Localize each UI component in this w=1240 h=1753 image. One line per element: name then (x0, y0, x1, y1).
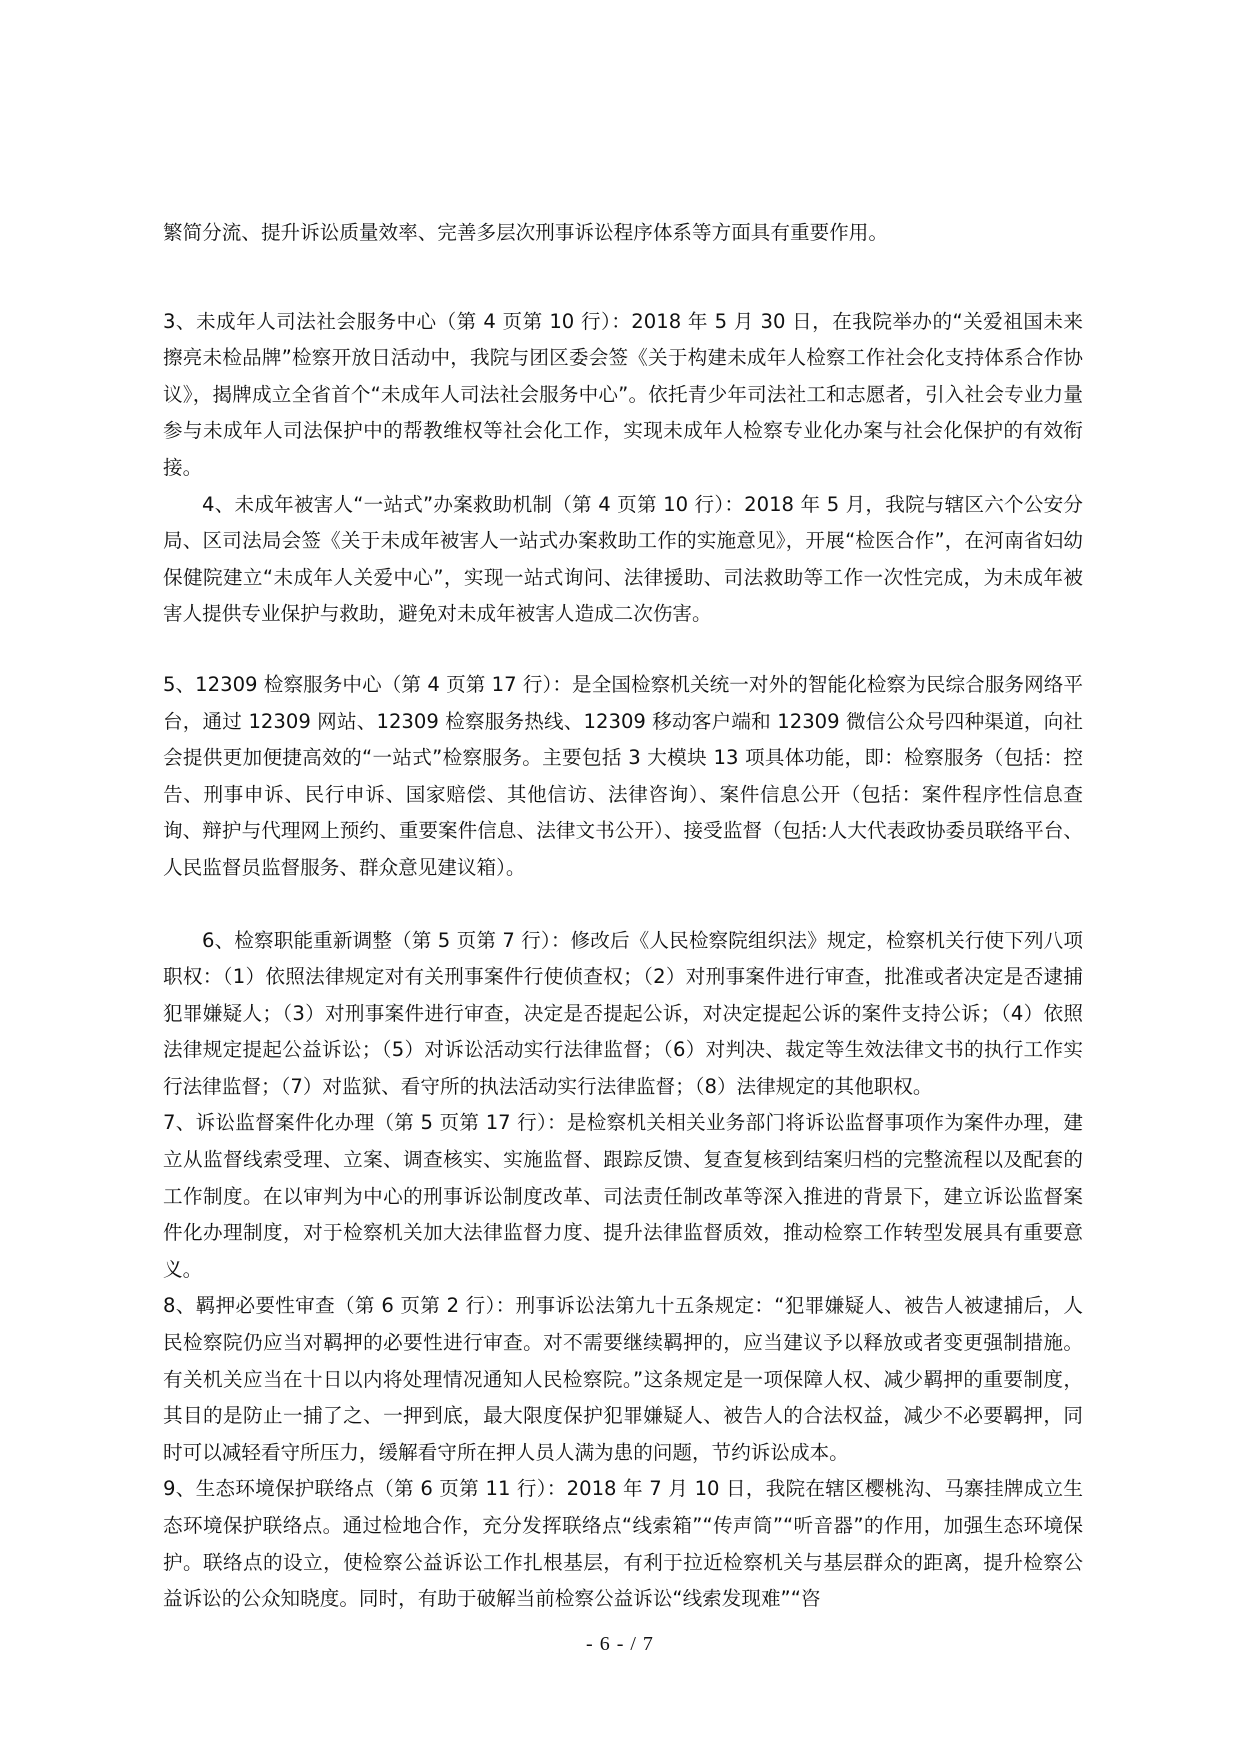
document-body (163, 215, 1083, 1618)
paragraph-item-7: 7、诉讼监督案件化办理（第 5 页第 17 行）：是检察机关相关业务部门将诉讼监督事项作为案件办理，建立从监督线索受理、立案、调查核实、实施监督、跟踪反馈、复查复核到结案归档的完整流程以及配套的工作制度。在以审判为中心的刑事诉讼制度改革、司法责任制改革等深入推进的背景下，建立诉讼监督案件化办理制度，对于检察机关加大法律监督力度、提升法律监督质效，推动检察工作转型发展具有重要意义。 (163, 1111, 1083, 1281)
page-number: - 6 - / 7 (586, 1633, 654, 1655)
paragraph-item-9: 9、生态环境保护联络点（第 6 页第 11 行）：2018 年 7 月 10 日，我院在辖区樱桃沟、马寨挂牌成立生态环境保护联络点。通过检地合作，充分发挥联络点“线索箱”“传声筒”“听音器”的作用，加强生态环境保护。联络点的设立，使检察公益诉讼工作扎根基层，有利于拉近检察机关与基层群众的距离，提升检察公益诉讼的公众知晓度。同时，有助于破解当前检察公益诉讼“线索发现难”“咨 (163, 1477, 1083, 1611)
paragraph-item-4: 4、未成年被害人“一站式”办案救助机制（第 4 页第 10 行）：2018 年 5 月，我院与辖区六个公安分局、区司法局会签《关于未成年被害人一站式办案救助工作的实施意见》，开展“检医合作”，在河南省妇幼保健院建立“未成年人关爱中心”，实现一站式询问、法律援助、司法救助等工作一次性完成，为未成年被害人提供专业保护与救助，避免对未成年被害人造成二次伤害。 (163, 492, 1083, 626)
paragraph-continuation: 繁简分流、提升诉讼质量效率、完善多层次刑事诉讼程序体系等方面具有重要作用。 (163, 221, 888, 244)
paragraph-item-3: 3、未成年人司法社会服务中心（第 4 页第 10 行）：2018 年 5 月 30 日，在我院举办的“关爱祖国未来 擦亮未检品牌”检察开放日活动中，我院与团区委会签《关于构建未成年人检察工作社会化支持体系合作协议》，揭牌成立全省首个“未成年人司法社会服务中心”。依托青少年司法社工和志愿者，引入社会专业力量参与未成年人司法保护中的帮教维权等社会化工作，实现未成年人检察专业化办案与社会化保护的有效衔接。 (163, 309, 1083, 479)
paragraph-item-6: 6、检察职能重新调整（第 5 页第 7 行）：修改后《人民检察院组织法》规定，检察机关行使下列八项职权：（1）依照法律规定对有关刑事案件行使侦查权；（2）对刑事案件进行审查，批准或者决定是否逮捕犯罪嫌疑人；（3）对刑事案件进行审查，决定是否提起公诉，对决定提起公诉的案件支持公诉；（4）依照法律规定提起公益诉讼；（5）对诉讼活动实行法律监督；（6）对判决、裁定等生效法律文书的执行工作实行法律监督；（7）对监狱、看守所的执法活动实行法律监督；（8）法律规定的其他职权。 (163, 928, 1083, 1098)
paragraph-item-5: 5、12309 检察服务中心（第 4 页第 17 行）：是全国检察机关统一对外的智能化检察为民综合服务网络平台，通过 12309 网站、12309 检察服务热线、12309 移动客户端和 12309 微信公众号四种渠道，向社会提供更加便捷高效的“一站式”检察服务。主要包括 3 大模块 13 项具体功能，即：检察服务（包括：控告、刑事申诉、民行申诉、国家赔偿、其他信访、法律咨询）、案件信息公开（包括：案件程序性信息查询、辩护与代理网上预约、重要案件信息、法律文书公开）、接受监督（包括:人大代表政协委员联络平台、人民监督员监督服务、群众意见建议箱）。 (163, 672, 1083, 879)
paragraph-item-8: 8、羁押必要性审查（第 6 页第 2 行）：刑事诉讼法第九十五条规定：“犯罪嫌疑人、被告人被逮捕后，人民检察院仍应当对羁押的必要性进行审查。对不需要继续羁押的，应当建议予以释放或者变更强制措施。有关机关应当在十日以内将处理情况通知人民检察院。”这条规定是一项保障人权、减少羁押的重要制度，其目的是防止一捕了之、一押到底，最大限度保护犯罪嫌疑人、被告人的合法权益，减少不必要羁押，同时可以减轻看守所压力，缓解看守所在押人员人满为患的问题，节约诉讼成本。 (163, 1294, 1083, 1464)
